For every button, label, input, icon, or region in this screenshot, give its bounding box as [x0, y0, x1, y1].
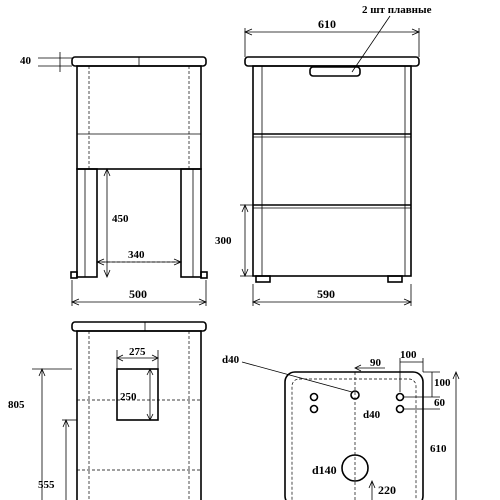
dim-bottom-hole-small: d40 [363, 409, 381, 421]
side-carcass [253, 66, 411, 276]
dim-front-width: 500 [129, 287, 147, 301]
back-view [8, 322, 206, 500]
front-view [20, 52, 207, 306]
bottom-view [222, 349, 460, 500]
dim-bottom-corner-offset: 100 [400, 349, 417, 361]
dim-back-opening-height: 250 [120, 391, 137, 403]
dim-back-total-height: 805 [8, 399, 25, 411]
dim-side-width-bottom: 590 [317, 287, 335, 301]
dim-bottom-right-top: 100 [434, 377, 451, 389]
dim-side-width-top: 610 [318, 17, 336, 31]
dim-side-leg-height: 300 [215, 235, 232, 247]
dim-back-opening: 275 [129, 346, 146, 358]
dim-bottom-hole-top: d40 [222, 354, 240, 366]
front-right-leg [181, 169, 201, 277]
front-carcass [77, 66, 201, 169]
front-left-leg [77, 169, 97, 277]
dim-bottom-hole-large-offset: 220 [378, 483, 396, 497]
note-runners: 2 шт плавные [362, 4, 432, 16]
dim-back-lower-height: 555 [38, 479, 55, 491]
dim-bottom-hole-large: d140 [312, 463, 337, 477]
hole-right-2 [397, 406, 404, 413]
dim-front-leg-height: 450 [112, 213, 129, 225]
dim-bottom-right-gap: 60 [434, 397, 445, 409]
dim-front-inner-width: 340 [128, 249, 145, 261]
side-tabletop [245, 57, 419, 66]
side-view [215, 4, 432, 306]
hole-right-1 [397, 394, 404, 401]
dim-bottom-depth: 610 [430, 443, 447, 455]
hole-left-1 [311, 394, 318, 401]
hole-left-2 [311, 406, 318, 413]
dim-front-top-thickness: 40 [20, 55, 31, 67]
back-tabletop [72, 322, 206, 331]
dim-bottom-offset: 90 [370, 357, 381, 369]
